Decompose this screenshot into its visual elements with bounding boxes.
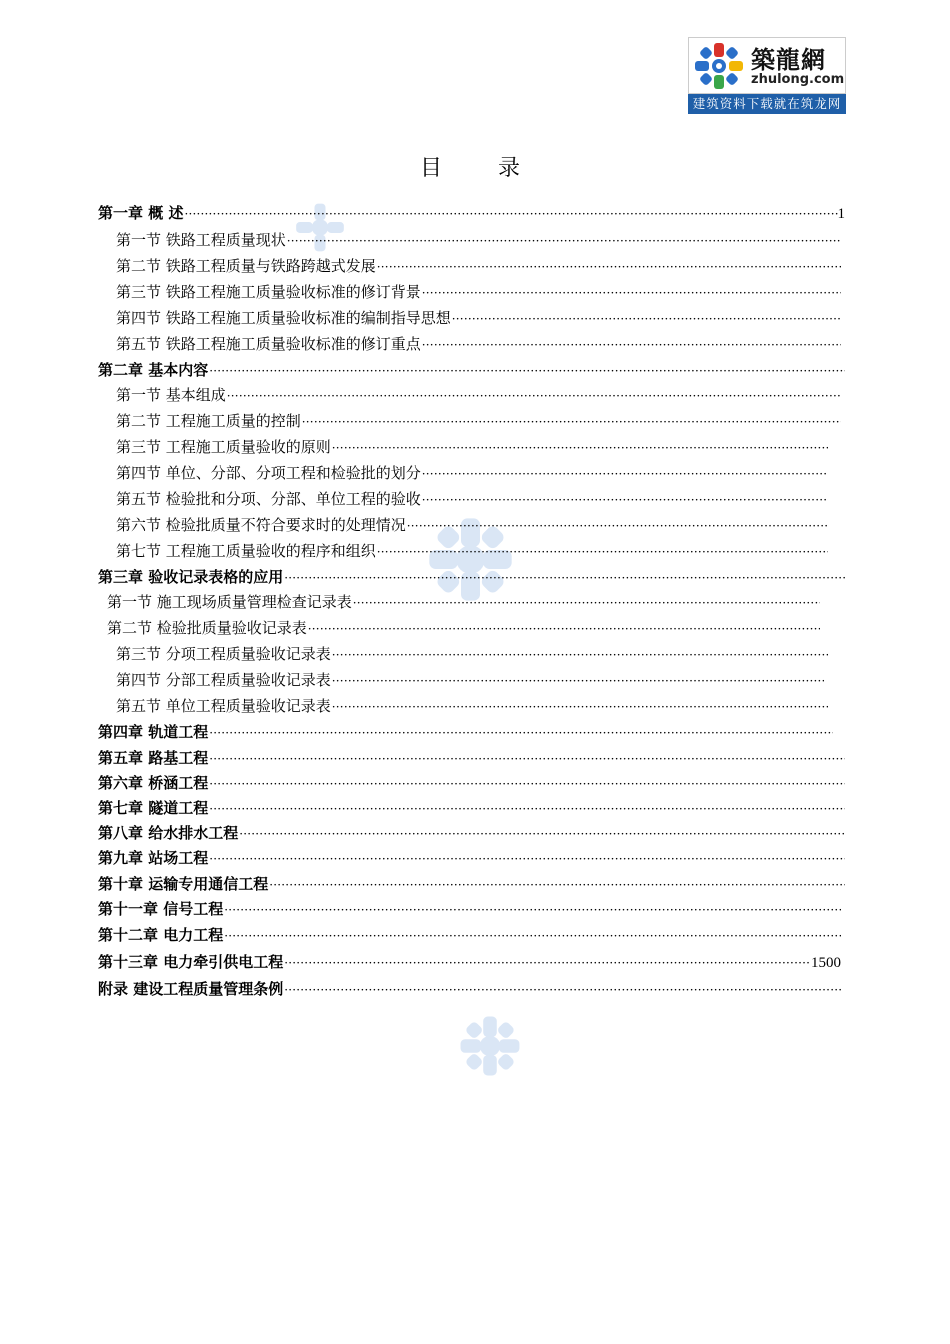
toc-entry-label: 第二节 铁路工程质量与铁路跨越式发展 (116, 257, 376, 275)
toc-entry[interactable] (107, 616, 820, 640)
toc-entry[interactable] (116, 306, 841, 330)
toc-entry-label: 第十一章 信号工程 (98, 900, 224, 918)
toc-entry[interactable] (116, 435, 828, 459)
toc-entry[interactable] (98, 923, 841, 947)
leader-dots (184, 202, 837, 226)
toc-entry[interactable] (98, 358, 845, 382)
leader-dots (422, 333, 841, 357)
leader-dots (284, 978, 841, 1002)
logo-slogan: 建筑资料下载就在筑龙网 (688, 94, 846, 114)
toc-entry-label: 第五节 单位工程质量验收记录表 (116, 697, 331, 715)
toc-entry-label: 第六节 检验批质量不符合要求时的处理情况 (116, 516, 406, 534)
toc-entry-label: 第三章 验收记录表格的应用 (98, 568, 284, 586)
leader-dots (332, 695, 828, 719)
toc-entry[interactable] (116, 383, 841, 407)
leader-dots (209, 747, 845, 771)
toc-entry-page: 1500 (811, 955, 841, 971)
toc-entry-label: 第六章 桥涵工程 (98, 774, 209, 792)
leader-dots (269, 873, 845, 897)
toc-entry[interactable] (98, 950, 841, 974)
leader-dots (209, 772, 845, 796)
toc-entry-label: 第一节 施工现场质量管理检查记录表 (107, 593, 352, 611)
toc-entry-label: 第四节 分部工程质量验收记录表 (116, 671, 331, 689)
toc-entry[interactable] (116, 668, 824, 692)
leader-dots (422, 462, 828, 486)
toc-entry[interactable] (116, 461, 828, 485)
logo-flower-icon (692, 41, 746, 91)
toc-entry[interactable] (116, 254, 841, 278)
leader-dots (308, 617, 820, 641)
leader-dots (287, 229, 841, 253)
toc-entry-label: 第十二章 电力工程 (98, 926, 224, 944)
leader-dots (302, 410, 841, 434)
title-char-right: 录 (498, 156, 521, 181)
toc-entry[interactable] (98, 977, 841, 1001)
toc-entry-label: 第一章 概 述 (98, 204, 184, 222)
toc-entry-label: 第二节 工程施工质量的控制 (116, 412, 301, 430)
toc-entry-label: 第五节 检验批和分项、分部、单位工程的验收 (116, 490, 421, 508)
watermark-flower-icon (455, 1012, 525, 1080)
leader-dots (422, 281, 841, 305)
leader-dots (224, 898, 841, 922)
toc-entry-label: 第三节 工程施工质量验收的原则 (116, 438, 331, 456)
leader-dots (377, 540, 828, 564)
toc-entry[interactable] (116, 694, 828, 718)
leader-dots (332, 436, 828, 460)
toc-entry-label: 第一节 铁路工程质量现状 (116, 231, 286, 249)
logo-panel (688, 37, 846, 94)
leader-dots (332, 643, 828, 667)
leader-dots (227, 384, 841, 408)
leader-dots (209, 721, 833, 745)
logo-chinese-name: 築龍網 (751, 45, 826, 74)
leader-dots (284, 566, 845, 590)
toc-entry-label: 第三节 铁路工程施工质量验收标准的修订背景 (116, 283, 421, 301)
leader-dots (422, 488, 828, 512)
leader-dots (209, 847, 845, 871)
toc-entry[interactable] (98, 720, 833, 744)
toc-entry[interactable] (116, 280, 841, 304)
toc-entry-label: 第三节 分项工程质量验收记录表 (116, 645, 331, 663)
toc-entry-label: 第七章 隧道工程 (98, 799, 209, 817)
leader-dots (377, 255, 841, 279)
toc-entry-label: 第十章 运输专用通信工程 (98, 875, 269, 893)
leader-dots (224, 924, 841, 948)
toc-entry-label: 第四章 轨道工程 (98, 723, 209, 741)
toc-entry[interactable] (116, 409, 841, 433)
toc-entry-label: 第五节 铁路工程施工质量验收标准的修订重点 (116, 335, 421, 353)
toc-entry[interactable] (98, 201, 845, 225)
toc-entry-label: 第四节 铁路工程施工质量验收标准的编制指导思想 (116, 309, 451, 327)
leader-dots (332, 669, 824, 693)
toc-entry-label: 第二节 检验批质量验收记录表 (107, 619, 307, 637)
zhulong-logo (688, 37, 846, 114)
toc-entry-label: 第十三章 电力牵引供电工程 (98, 953, 284, 971)
toc-entry-label: 第八章 给水排水工程 (98, 824, 239, 842)
toc-entry-label: 第五章 路基工程 (98, 749, 209, 767)
toc-entry-label: 第九章 站场工程 (98, 849, 209, 867)
toc-entry[interactable] (98, 821, 845, 845)
toc-entry[interactable] (116, 539, 828, 563)
leader-dots (209, 797, 845, 821)
toc-entry[interactable] (98, 746, 845, 770)
toc-entry[interactable] (107, 590, 820, 614)
toc-entry-label: 第四节 单位、分部、分项工程和检验批的划分 (116, 464, 421, 482)
leader-dots (284, 951, 811, 975)
toc-entry[interactable] (98, 897, 841, 921)
toc-entry[interactable] (116, 332, 841, 356)
leader-dots (209, 359, 845, 383)
leader-dots (353, 591, 820, 615)
leader-dots (407, 514, 828, 538)
toc-entry[interactable] (116, 642, 828, 666)
toc-entry[interactable] (98, 846, 845, 870)
leader-dots (452, 307, 841, 331)
toc-entry-page: 1 (837, 206, 845, 222)
toc-entry-label: 第二章 基本内容 (98, 361, 209, 379)
toc-entry[interactable] (98, 565, 845, 589)
leader-dots (239, 822, 845, 846)
title-char-left: 目 (419, 156, 442, 181)
toc-entry[interactable] (98, 771, 845, 795)
toc-entry[interactable] (116, 513, 828, 537)
toc-entry-label: 第七节 工程施工质量验收的程序和组织 (116, 542, 376, 560)
toc-entry-label: 附录 建设工程质量管理条例 (98, 980, 284, 998)
logo-domain: zhulong.com (751, 72, 845, 87)
toc-entry[interactable] (116, 228, 841, 252)
toc-entry[interactable] (98, 872, 845, 896)
toc-entry-label: 第一节 基本组成 (116, 386, 226, 404)
toc-entry[interactable] (98, 796, 845, 820)
toc-entry[interactable] (116, 487, 828, 511)
page-title (0, 151, 940, 182)
